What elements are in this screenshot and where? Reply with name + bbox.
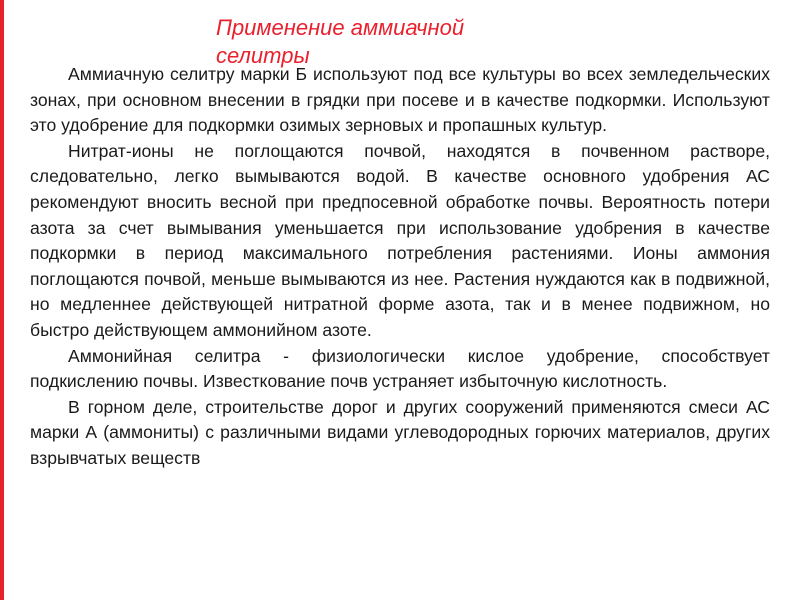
slide-accent-bar [0, 0, 4, 600]
slide-title: Применение аммиачной селитры [216, 15, 465, 68]
paragraph-nitrate-ions: Нитрат-ионы не поглощаются почвой, находятся в почвенном растворе, следовательно, легко вымываются водой. В качестве основного удобрения АС рекомендуют вносить весной при предпосевной обработке почвы. Вероятность потери азота за счет вымывания уменьшается при использование удобрения в качестве подкормки в период максимального потребления растениями. Ионы аммония поглощаются почвой, меньше вымываются из нее. Растения нуждаются как в подвижной, но медленнее действующей нитратной форме азота, так и в менее подвижном, но быстро действующем аммонийном азоте. [30, 140, 770, 340]
paragraph-usage: Аммиачную селитру марки Б используют под все культуры во всех земледельческих зонах, при основном внесении в грядки при посеве и в качестве подкормки. Используют это удобрение для подкормки озимых зерновых и пропашных культур. [30, 64, 770, 136]
paragraph-acidity: Аммонийная селитра - физиологически кислое удобрение, способствует подкислению почвы. Известкование почв устраняет избыточную кислотность. [30, 345, 770, 392]
paragraph-mining: В горном деле, строительстве дорог и других сооружений применяются смеси АС марки А (аммониты) с различными видами углеводородных горючих материалов, других взрывчатых веществ [30, 396, 770, 468]
slide-body [30, 62, 770, 472]
